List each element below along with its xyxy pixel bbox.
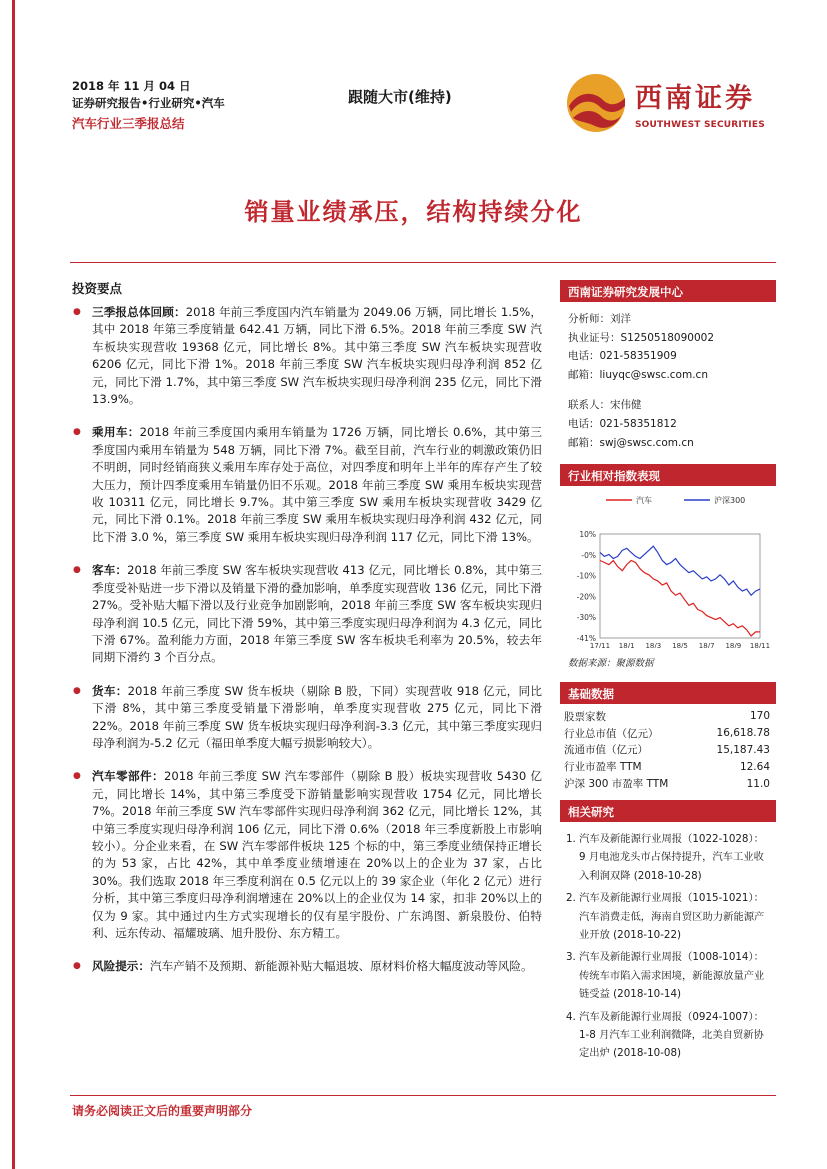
point-text: 2018 年前三季度国内汽车销量为 2049.06 万辆，同比增长 1.5%，其中 2018 年第三季度销量 642.41 万辆，同比下滑 6.5%。2018 年前三季度 SW 汽车板块实现营收 19368 亿元，同比增长 8%。其中第三季度 SW 汽车板块实现营收 6206 亿元，同比下滑 1%。2018 年前三季度 SW 汽车板块实现归母净利润 852 亿元，同比下滑 1.7%，其中第三季度 SW 汽车板块实现归母净利润 235 亿元，同比下滑 13.9%。 [92, 305, 542, 407]
report-meta [72, 78, 225, 132]
point-text: 2018 年前三季度国内乘用车销量为 1726 万辆，同比增长 0.6%，其中第三季度国内乘用车销量为 548 万辆，同比下滑 7%。截至目前，汽车行业的刺激政策仍旧不明朗，同时经销商狭义乘用车库存处于高位，对四季度和明年上半年的库存产生了较大压力，预计四季度乘用车销量仍旧不乐观。2018 年前三季度 SW 乘用车板块实现营收 10311 亿元，同比增长 9.7%。其中第三季度 SW 乘用车板块实现营收 3429 亿元，同比下滑 0.1%。2018 年前三季度 SW 乘用车板块实现归母净利润 432 亿元，同比下滑 3.0 %，第三季度 SW 乘用车板块实现归母净利润 117 亿元，同比下滑 13%。 [92, 425, 542, 544]
analyst-phone: 电话：021-58351909 [568, 350, 677, 363]
basic-data-box [560, 682, 776, 792]
row-value: 11.0 [746, 777, 770, 790]
x-tick-label: 17/11 [589, 642, 611, 648]
related-report-link[interactable]: 1. 汽车及新能源行业周报（1022-1028）：9 月电池龙头市占保持提升，汽车工业收入利润双降 (2018-10-28) [566, 833, 764, 882]
point-passenger-car [72, 424, 542, 546]
footer-disclaimer: 请务必阅读正文后的重要声明部分 [72, 1104, 253, 1118]
related-research-list [560, 822, 776, 1063]
legend-label: 沪深300 [714, 496, 746, 505]
point-bus [72, 562, 542, 666]
logo-emblem-icon [565, 72, 627, 134]
chart-source: 数据来源：聚源数据 [568, 658, 654, 669]
y-tick-label: -30% [576, 613, 596, 623]
row-label: 沪深 300 市盈率 TTM [564, 778, 669, 791]
logo-text-en: SOUTHWEST SECURITIES [635, 120, 765, 130]
related-research-heading: 相关研究 [560, 800, 776, 822]
related-report-link[interactable]: 4. 汽车及新能源行业周报（0924-1007）：1-8 月汽车工业利润微降，北美自贸新协定出炉 (2018-10-08) [566, 1010, 764, 1060]
point-label: 汽车零部件： [92, 769, 164, 784]
rating: 跟随大市(维持) [348, 88, 452, 106]
series-line-auto [600, 561, 760, 637]
x-tick-label: 18/9 [725, 642, 742, 648]
main-content [72, 304, 542, 992]
report-title: 销量业绩承压，结构持续分化 [244, 198, 583, 226]
legend-label: 汽车 [636, 496, 652, 505]
contact-email: 邮箱：swj@swsc.com.cn [568, 436, 694, 449]
company-logo [565, 72, 775, 134]
point-risk [72, 958, 542, 975]
row-value: 16,618.78 [716, 727, 770, 740]
relative-index-chart-box [560, 464, 776, 669]
related-research-box [560, 800, 776, 1067]
point-text: 2018 年前三季度 SW 客车板块实现营收 413 亿元，同比增长 0.8%，其中第三季度受补贴进一步下滑以及销量下滑的叠加影响，单季度实现营收 136 亿元，同比下滑 27%。受补贴大幅下滑以及行业竞争加剧影响，2018 年前三季度 SW 客车板块实现归母净利润 10.5 亿元，同比下滑 59%，其中第三季度实现归母净利润为 4.3 亿元，同比下滑 67%。盈利能力方面，2018 年第三季度 SW 客车板块毛利率为 20.5%，较去年同期下滑约 3 个百分点。 [92, 563, 542, 665]
x-tick-label: 18/3 [645, 642, 662, 648]
report-type: 汽车行业三季报总结 [72, 116, 185, 131]
report-date: 2018 年 11 月 04 日 [72, 79, 191, 93]
row-label: 行业总市值（亿元） [564, 727, 659, 740]
point-label: 三季报总体回顾： [92, 305, 186, 319]
row-label: 行业市盈率 TTM [564, 761, 642, 774]
table-row [560, 725, 776, 742]
table-row [560, 708, 776, 725]
table-row [560, 758, 776, 775]
row-label: 流通市值（亿元） [564, 744, 648, 757]
row-label: 股票家数 [564, 710, 606, 723]
x-tick-label: 18/11 [749, 642, 771, 648]
x-tick-label: 18/7 [698, 642, 715, 648]
y-tick-label: -20% [576, 592, 596, 602]
row-value: 170 [749, 710, 770, 723]
basic-data-heading: 基础数据 [560, 682, 776, 704]
contact-phone: 电话：021-58351812 [568, 417, 677, 430]
analyst-email: 邮箱：liuyqc@swsc.com.cn [568, 368, 708, 381]
y-tick-label: -0% [581, 550, 596, 560]
point-overview [72, 304, 542, 408]
point-label: 风险提示： [92, 959, 150, 974]
footer-divider [70, 1095, 776, 1096]
report-category: 证券研究报告•行业研究•汽车 [72, 96, 225, 110]
contact-name: 联系人：宋伟健 [568, 399, 642, 412]
y-tick-label: 10% [579, 530, 596, 539]
row-value: 15,187.43 [716, 743, 770, 756]
table-row [560, 742, 776, 759]
x-tick-label: 18/1 [618, 642, 635, 648]
related-report-link[interactable]: 3. 汽车及新能源行业周报（1008-1014）：传统车市陷入需求困境，新能源放量产业链受益 (2018-10-14) [566, 951, 765, 1001]
section-title: 投资要点 [72, 281, 123, 296]
analyst-box [560, 280, 776, 452]
chart-heading: 行业相对指数表现 [560, 464, 776, 486]
y-tick-label: -10% [576, 571, 596, 581]
relative-index-chart [560, 486, 776, 648]
research-center-heading: 西南证券研究发展中心 [560, 280, 776, 302]
x-tick-label: 18/5 [672, 642, 688, 648]
analyst-license: 执业证号：S1250518090002 [568, 331, 715, 344]
logo-text-cn: 西南证券 [635, 83, 755, 114]
row-value: 12.64 [739, 760, 770, 773]
point-label: 货车： [92, 683, 128, 698]
point-label: 客车： [92, 563, 128, 578]
point-text: 2018 年前三季度 SW 货车板块（剔除 B 股，下同）实现营收 918 亿元，同比下滑 8%，其中第三季度受销量下滑影响，单季度实现营收 275 亿元，同比下滑 22%。2018 年前三季度 SW 货车板块实现归母净利润-3.3 亿元，其中第三季度实现归母净利润为-5.2 亿元（福田单季度大幅亏损影响较大）。 [92, 683, 542, 750]
analyst-name: 分析师：刘洋 [568, 313, 631, 325]
y-tick-label: -41% [576, 634, 596, 643]
title-divider [70, 262, 776, 263]
series-line-hs300 [600, 546, 760, 595]
analyst-info [560, 302, 776, 452]
table-row [560, 775, 776, 792]
point-auto-parts [72, 768, 542, 942]
basic-data-table [560, 708, 776, 792]
point-label: 乘用车： [92, 425, 140, 440]
related-report-link[interactable]: 2. 汽车及新能源行业周报（1015-1021）：汽车消费走低，海南自贸区助力新能源产业开放 (2018-10-22) [566, 892, 765, 942]
point-truck [72, 683, 542, 753]
point-text: 2018 年前三季度 SW 汽车零部件（剔除 B 股）板块实现营收 5430 亿元，同比增长 14%，其中第三季度受下游销量影响实现营收 1754 亿元，同比增长 7%。2018 年前三季度 SW 汽车零部件实现归母净利润 362 亿元，同比增长 12%，其中第三季度实现归母净利润 106 亿元，同比下滑 0.6%（2018 年三季度新股上市影响较小）。分企业来看，在 SW 汽车零部件板块 125 个标的中，第三季度业绩保持正增长的为 53 家，占比 42%，其中单季度业绩增速在 20%以上的企业为 37 家，占比 30%。我们选取 2018 年三季度利润在 0.5 亿元以上的 39 家企业（年化 2 亿元）进行分析，其中第三季度归母净利润增速在 20%以上的企业仅为 14 家，扣非 20%以上的仅为 9 家。其中通过内生方式实现增长的仅有星宇股份、广东鸿图、新泉股份、伯特利、远东传动、福耀玻璃、旭升股份、东方精工。 [92, 769, 542, 940]
left-accent-bar [12, 0, 15, 1169]
point-text: 汽车产销不及预期、新能源补贴大幅退坡、原材料价格大幅度波动等风险。 [149, 959, 533, 974]
